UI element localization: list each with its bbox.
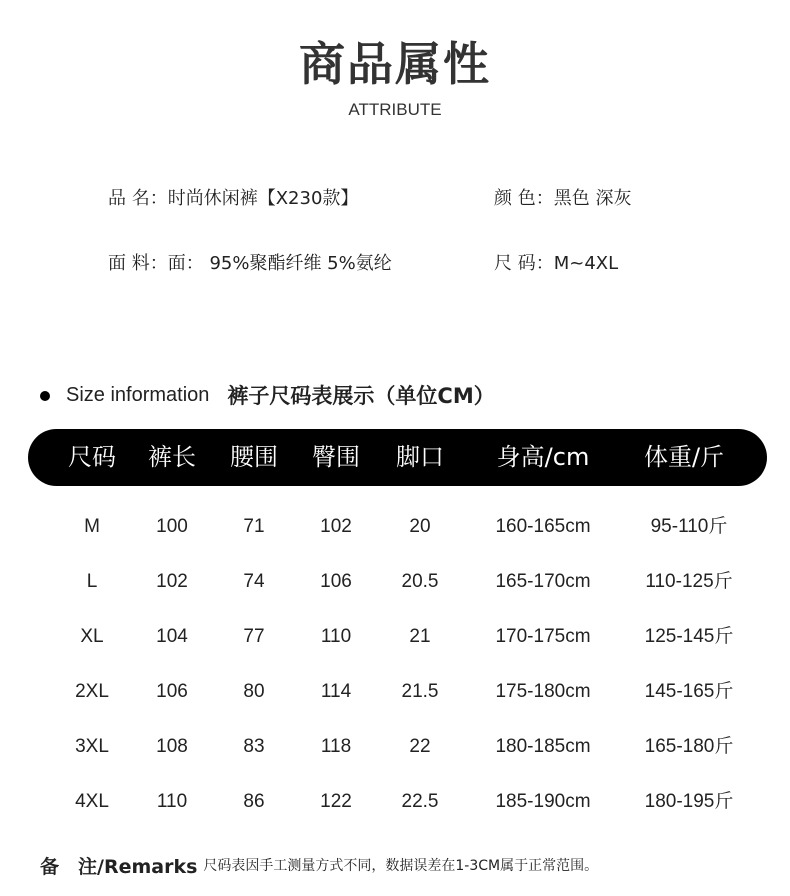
table-cell: 160-165cm <box>495 516 591 537</box>
table-cell: 108 <box>156 736 188 757</box>
table-cell: 74 <box>243 571 265 592</box>
table-cell: 100 <box>156 516 188 537</box>
table-cell: 20.5 <box>401 571 439 592</box>
table-cell: 118 <box>320 736 352 757</box>
column-header-size: 尺码 <box>68 443 116 471</box>
table-cell: 185-190cm <box>495 791 591 812</box>
table-row <box>0 787 790 817</box>
table-cell: 22 <box>409 736 431 757</box>
table-cell: 110 <box>156 791 188 812</box>
remarks-text: 尺码表因手工测量方式不同，数据误差在1-3CM属于正常范围。 <box>203 858 599 874</box>
table-cell: 165-180斤 <box>644 736 734 757</box>
table-cell: 22.5 <box>401 791 439 812</box>
table-cell: 102 <box>156 571 188 592</box>
table-cell: XL <box>80 626 104 647</box>
size-section-title-en: Size information <box>66 383 210 406</box>
table-cell: 122 <box>320 791 352 812</box>
page-title: 商品属性 <box>299 37 491 91</box>
table-cell: 114 <box>320 681 352 702</box>
column-header-hem: 脚口 <box>396 443 444 471</box>
table-cell: 165-170cm <box>495 571 591 592</box>
table-cell: 125-145斤 <box>644 626 734 647</box>
table-cell: 110 <box>320 626 352 647</box>
bullet-icon <box>40 391 50 401</box>
table-cell: 180-185cm <box>495 736 591 757</box>
attribute-fabric: 面 料：面： 95%聚酯纤维 5%氨纶 <box>108 253 392 274</box>
table-row <box>0 622 790 652</box>
table-cell: 71 <box>243 516 265 537</box>
remarks <box>40 850 598 880</box>
size-section-heading <box>40 379 495 411</box>
column-header-weight: 体重/斤 <box>643 443 725 471</box>
table-cell: 86 <box>243 791 265 812</box>
table-cell: 180-195斤 <box>644 791 734 812</box>
table-cell: 175-180cm <box>495 681 591 702</box>
table-cell: 21.5 <box>401 681 439 702</box>
table-cell: 106 <box>156 681 188 702</box>
column-header-waist: 腰围 <box>230 443 278 471</box>
attribute-size: 尺 码：M~4XL <box>494 253 619 274</box>
remarks-label: 备 注/Remarks <box>40 855 198 878</box>
table-cell: L <box>86 571 98 592</box>
table-cell: 20 <box>409 516 431 537</box>
table-cell: 106 <box>320 571 352 592</box>
table-cell: 104 <box>156 626 188 647</box>
table-cell: 80 <box>243 681 265 702</box>
table-cell: 21 <box>409 626 431 647</box>
attribute-color: 颜 色：黑色 深灰 <box>494 188 632 209</box>
table-cell: 102 <box>320 516 352 537</box>
table-row <box>0 677 790 707</box>
page-subtitle: ATTRIBUTE <box>348 100 442 119</box>
table-cell: 145-165斤 <box>644 681 734 702</box>
column-header-height: 身高/cm <box>496 443 590 471</box>
table-row <box>0 512 790 542</box>
table-cell: 83 <box>243 736 265 757</box>
table-row <box>0 732 790 762</box>
table-cell: 110-125斤 <box>645 571 733 592</box>
table-cell: 95-110斤 <box>650 516 728 537</box>
column-header-hip: 臀围 <box>312 443 360 471</box>
table-cell: M <box>84 516 100 537</box>
table-cell: 4XL <box>75 791 109 812</box>
table-row <box>0 567 790 597</box>
size-section-title-cn: 裤子尺码表展示（单位CM） <box>227 384 495 408</box>
table-cell: 3XL <box>75 736 109 757</box>
table-cell: 77 <box>243 626 265 647</box>
table-cell: 2XL <box>75 681 109 702</box>
size-table-header <box>28 429 767 486</box>
table-cell: 170-175cm <box>495 626 591 647</box>
column-header-length: 裤长 <box>148 443 196 471</box>
attribute-name: 品 名：时尚休闲裤【X230款】 <box>108 188 359 209</box>
